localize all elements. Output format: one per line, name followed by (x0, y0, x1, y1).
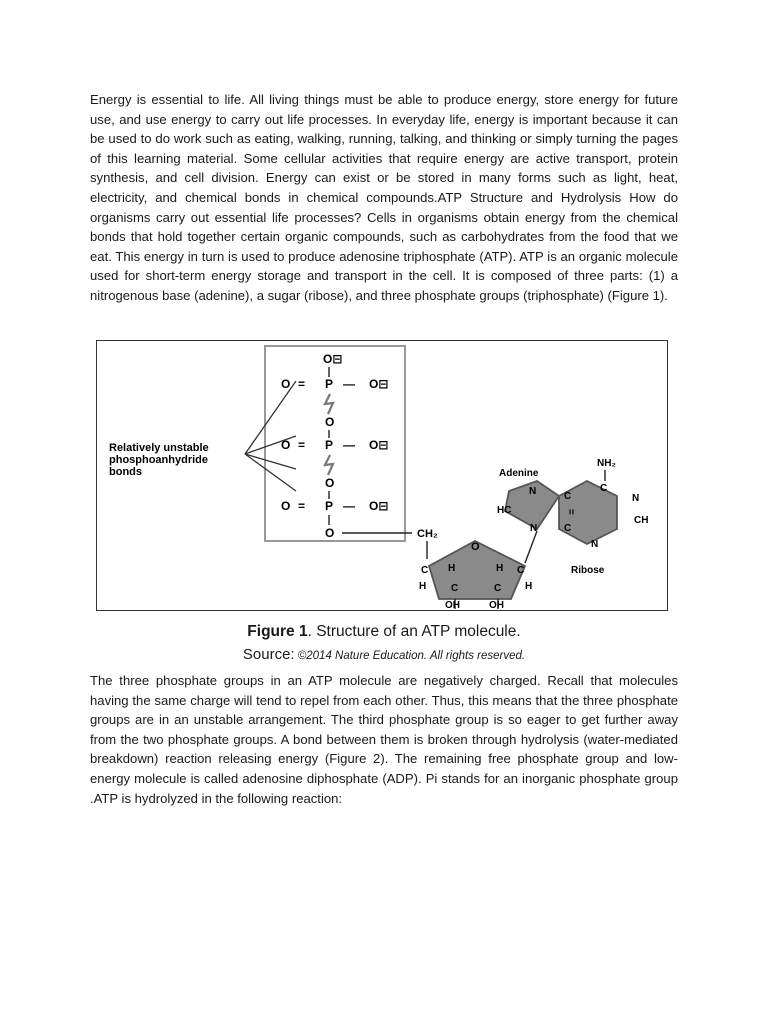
oxygen-atom: O (325, 415, 335, 429)
adenine-label: Adenine (499, 468, 539, 479)
intro-paragraph: Energy is essential to life. All living things must be able to produce energy, store energy for future use, and use energy to carry out life processes. In everyday life, energy is important because it can be used to do work such as eating, walking, running, talking, and thinking or simply turning the pages of this learning material. Some cellular activities that require energy are active transport, protein synthesis, and cell division. Energy can exist or be stored in many forms such as light, heat, electricity, and chemical bonds in chemical compounds.ATP Structure and Hydrolysis How do organisms carry out essential life processes? Cells in organisms obtain energy from the chemical bonds that hold together certain organic compounds, such as carbohydrates from the food that we eat. This energy in turn is used to produce adenosine triphosphate (ATP). ATP is an organic molecule used for short-term energy storage and transport in the cell. It is composed of three parts: (1) a nitrogenous base (adenine), a sugar (ribose), and three phosphate groups (triphosphate) (Figure 1). (90, 92, 678, 303)
single-bond: — (343, 377, 355, 391)
hc-group: HC (497, 505, 512, 516)
single-bond: — (343, 438, 355, 452)
glycosidic-bond (525, 531, 537, 563)
oxygen-minus: O⊟ (369, 438, 389, 452)
nitrogen-atom: N (530, 523, 538, 534)
ribose-label: Ribose (571, 565, 605, 576)
phosphorus-atom: P (325, 438, 334, 452)
figure-caption-label: Figure 1 (247, 623, 308, 640)
atp-structure-diagram (97, 341, 666, 609)
carbon-atom: C (564, 491, 572, 502)
oxygen-atom: O (281, 438, 291, 452)
carbon-atom: C (451, 583, 459, 594)
carbon-atom: C (494, 583, 502, 594)
figure-caption-text: . Structure of an ATP molecule. (307, 623, 521, 640)
phosphate-paragraph: The three phosphate groups in an ATP molecule are negatively charged. Recall that molecules having the same charge will tend to repel from each other. Thus, this means that the three phosphate groups are in an unstable arrangement. The third phosphate group is so eager to get further away from the two phosphate groups. A bond between them is broken through hydrolysis (water-mediated breakdown) reaction releasing energy (Figure 2). The remaining free phosphate group and low-energy molecule is called adenosine diphosphate (ADP). Pi stands for an inorganic phosphate group .ATP is hydrolyzed in the following reaction: (90, 673, 678, 806)
nitrogen-atom: N (632, 493, 640, 504)
bond-pointer-line (245, 454, 296, 469)
bond-pointer-line (245, 454, 296, 491)
oxygen-minus: O⊟ (323, 352, 343, 366)
nitrogen-atom: N (591, 539, 599, 550)
carbon-atom: C (517, 565, 525, 576)
oxygen-atom: O (281, 377, 291, 391)
hydrogen-atom: H (419, 581, 427, 592)
double-bond: = (298, 499, 306, 513)
double-bond: = (298, 377, 306, 391)
oxygen-minus: O⊟ (369, 499, 389, 513)
phosphorus-atom: P (325, 377, 334, 391)
unstable-bond-icon (325, 394, 333, 414)
figure-caption (0, 623, 768, 641)
carbon-atom: C (600, 483, 608, 494)
oxygen-atom: O (281, 499, 291, 513)
single-bond: — (343, 499, 355, 513)
oxygen-atom: O (325, 526, 335, 540)
ch-group: CH (634, 515, 649, 526)
phosphorus-atom: P (325, 499, 334, 513)
figure-source-label: Source: (242, 646, 295, 663)
bonds-label-line2: phosphoanhydride (109, 454, 208, 466)
atp-figure (96, 340, 668, 611)
ch2-group: CH₂ (417, 528, 438, 540)
amine-group: NH₂ (597, 458, 616, 469)
hydrogen-atom: H (496, 563, 504, 574)
unstable-bond-icon (325, 455, 333, 475)
hydroxyl-group: OH (445, 600, 460, 609)
bonds-label-line3: bonds (109, 466, 142, 478)
ring-oxygen: O (471, 541, 480, 553)
figure-source (0, 646, 768, 663)
oxygen-atom: O (325, 476, 335, 490)
hydroxyl-group: OH (489, 600, 504, 609)
double-bond: = (298, 438, 306, 452)
hydrogen-atom: H (525, 581, 533, 592)
nitrogen-atom: N (529, 486, 537, 497)
hydrogen-atom: H (448, 563, 456, 574)
double-bond: = (565, 509, 576, 515)
carbon-atom: C (421, 565, 429, 576)
figure-source-text: ©2014 Nature Education. All rights reserved. (294, 650, 526, 662)
oxygen-minus: O⊟ (369, 377, 389, 391)
bonds-label-line1: Relatively unstable (109, 442, 209, 454)
carbon-atom: C (564, 523, 572, 534)
